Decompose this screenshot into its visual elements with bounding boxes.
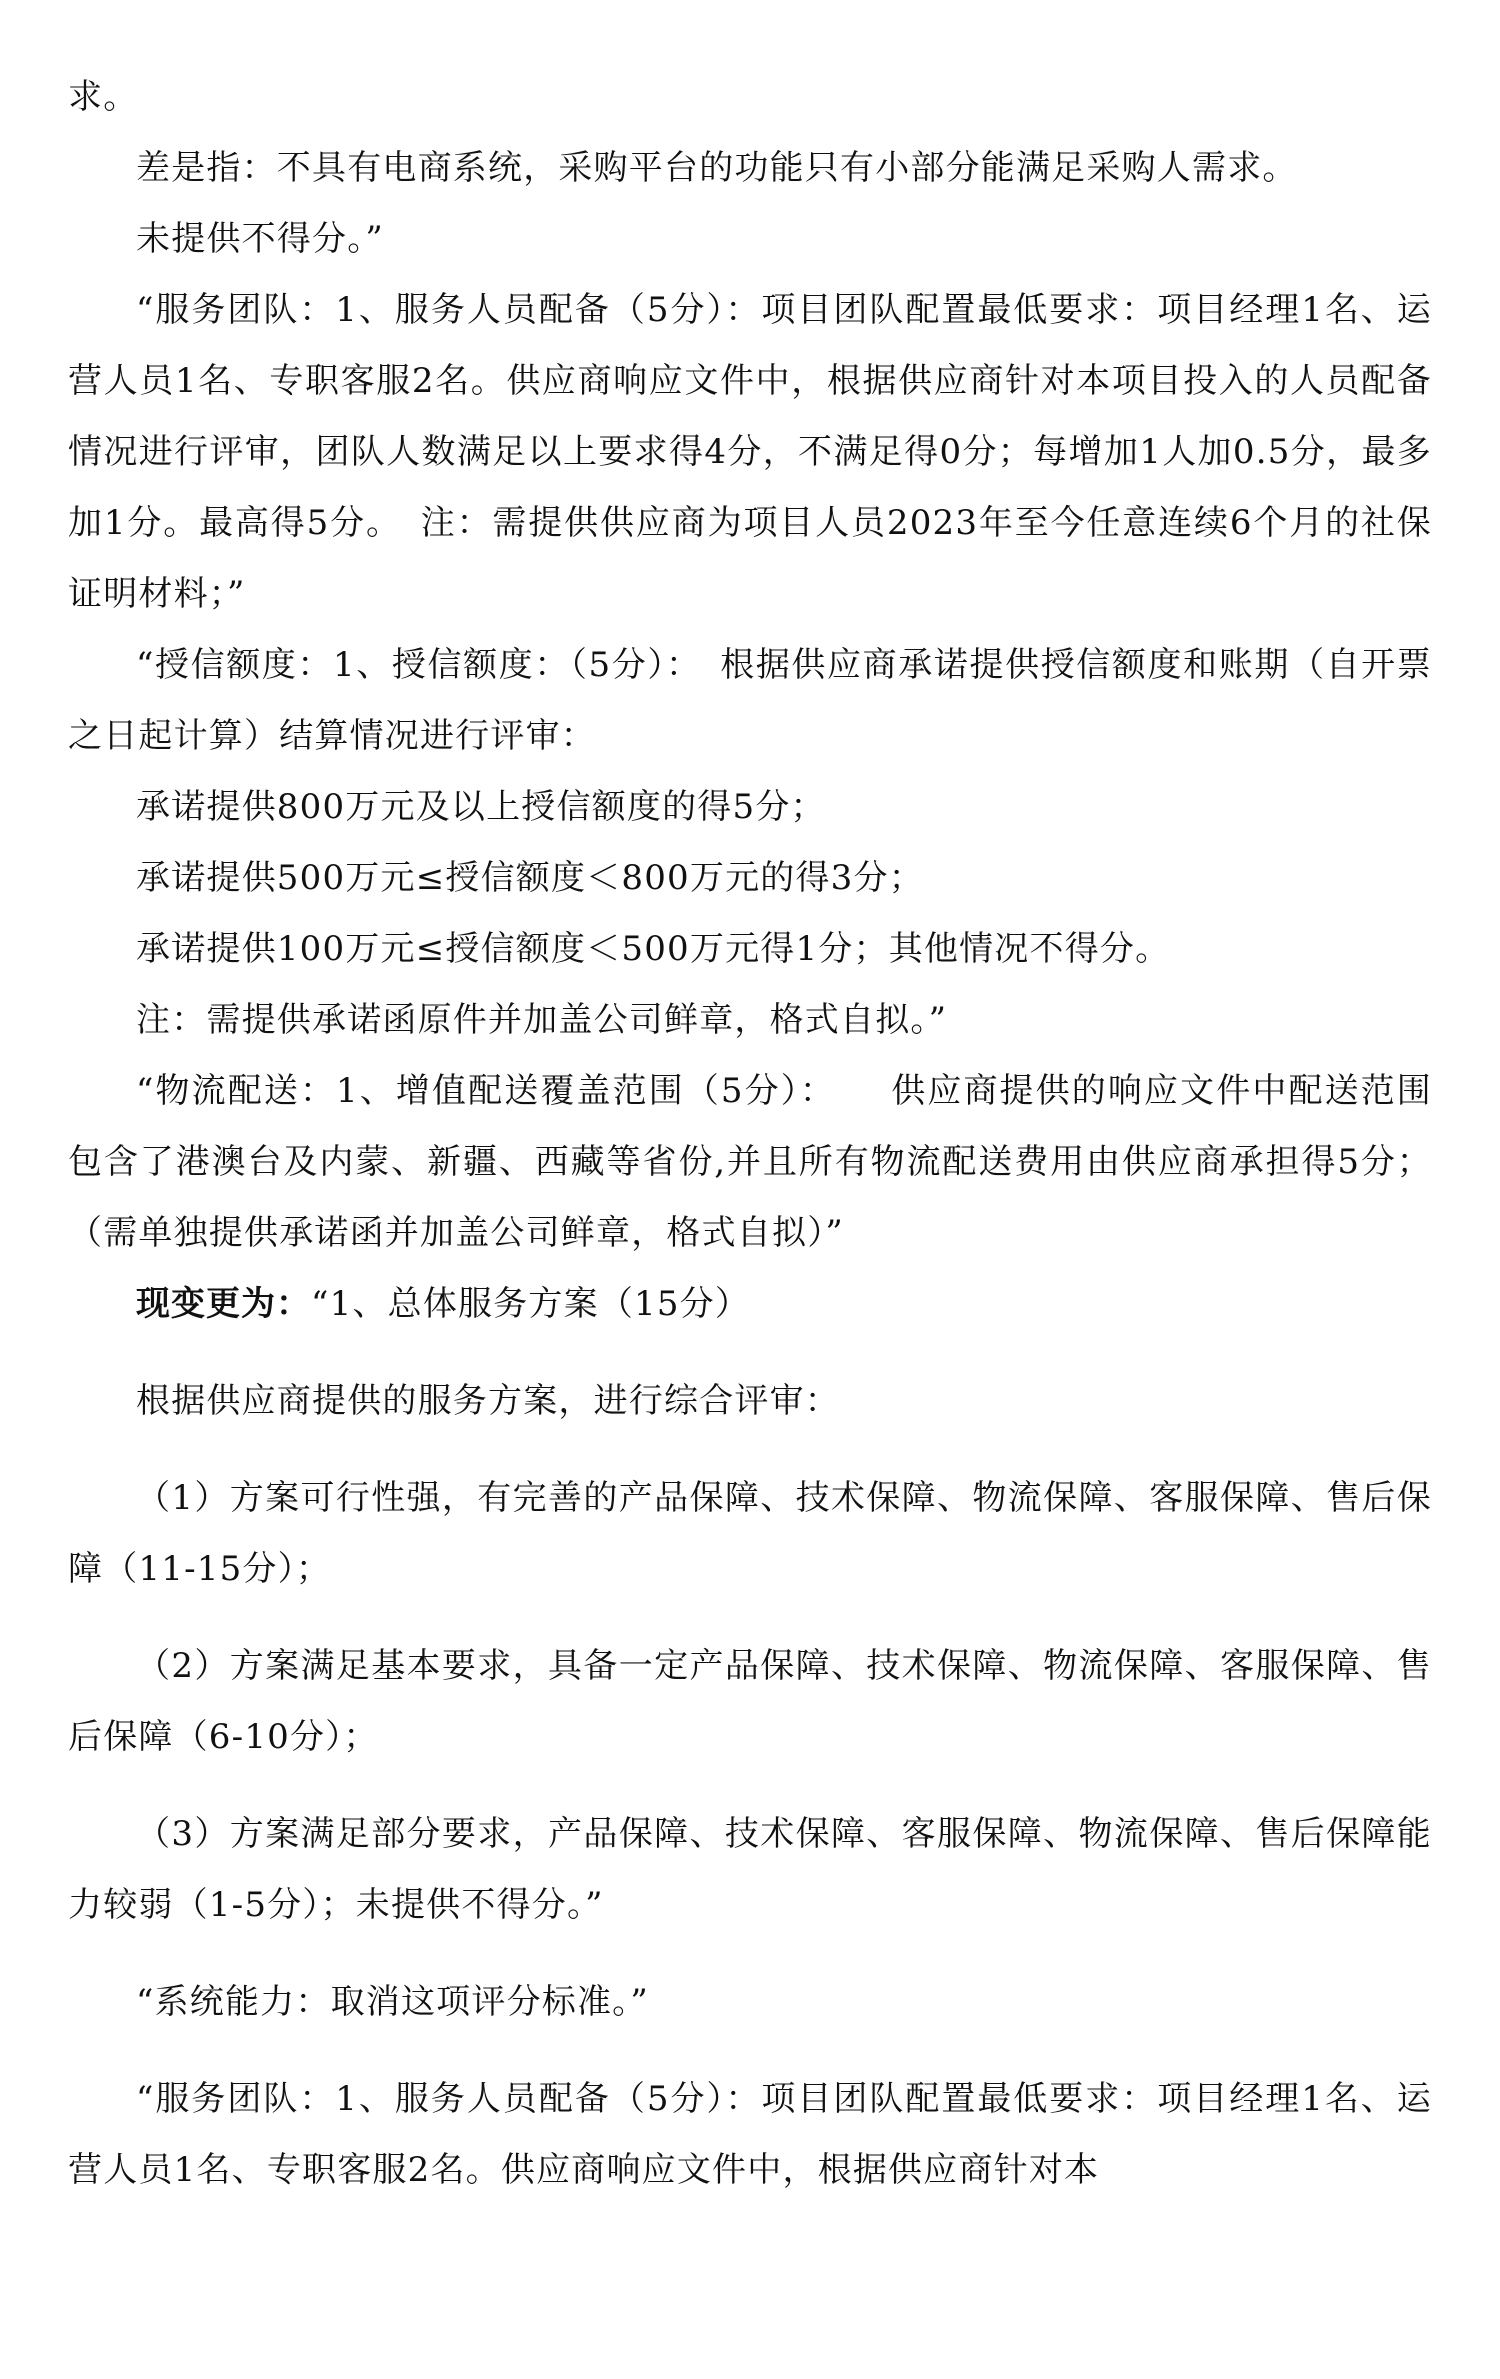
paragraph-service-team-repeat: “服务团队：1、服务人员配备（5分）：项目团队配置最低要求：项目经理1名、运营人员1名、专职客服2名。供应商响应文件中，根据供应商针对本 [68,2079,1432,2190]
paragraph-review-intro: 根据供应商提供的服务方案，进行综合评审： [136,1381,840,1421]
change-label: 现变更为： [136,1284,311,1324]
paragraph-item-1: （1）方案可行性强，有完善的产品保障、技术保障、物流保障、客服保障、售后保障（11-15分）； [68,1478,1432,1589]
paragraph-system-capability: “系统能力：取消这项评分标准。” [136,1982,649,2022]
paragraph-continuation: 求。 [68,77,139,117]
paragraph-item-2: （2）方案满足基本要求，具备一定产品保障、技术保障、物流保障、客服保障、售后保障（6-10分）； [68,1646,1432,1757]
paragraph-credit-100: 承诺提供100万元≤授信额度＜500万元得1分；其他情况不得分。 [136,929,1171,969]
paragraph-not-provided: 未提供不得分。” [136,219,384,259]
paragraph-credit-limit: “授信额度：1、授信额度：（5分）： 根据供应商承诺提供授信额度和账期（自开票之日起计算）结算情况进行评审： [68,645,1432,756]
paragraph-credit-500: 承诺提供500万元≤授信额度＜800万元的得3分； [136,858,924,898]
paragraph-item-3: （3）方案满足部分要求，产品保障、技术保障、客服保障、物流保障、售后保障能力较弱（1-5分）；未提供不得分。” [68,1814,1432,1925]
paragraph-poor-definition: 差是指：不具有电商系统，采购平台的功能只有小部分能满足采购人需求。 [136,148,1298,188]
paragraph-change-heading [68,1269,1432,1340]
change-heading-text: “1、总体服务方案（15分） [311,1284,751,1324]
document-page [68,62,1432,2206]
paragraph-logistics: “物流配送：1、增值配送覆盖范围（5分）： 供应商提供的响应文件中配送范围包含了港澳台及内蒙、新疆、西藏等省份,并且所有物流配送费用由供应商承担得5分；（需单独提供承诺函并加盖公司鲜章，格式自拟）” [68,1071,1432,1253]
paragraph-credit-note: 注：需提供承诺函原件并加盖公司鲜章，格式自拟。” [136,1000,948,1040]
paragraph-credit-800: 承诺提供800万元及以上授信额度的得5分； [136,787,826,827]
paragraph-service-team: “服务团队：1、服务人员配备（5分）：项目团队配置最低要求：项目经理1名、运营人员1名、专职客服2名。供应商响应文件中，根据供应商针对本项目投入的人员配备情况进行评审，团队人数满足以上要求得4分，不满足得0分；每增加1人加0.5分，最多加1分。最高得5分。 注：需提供供应商为项目人员2023年至今任意连续6个月的社保证明材料；” [68,290,1432,614]
